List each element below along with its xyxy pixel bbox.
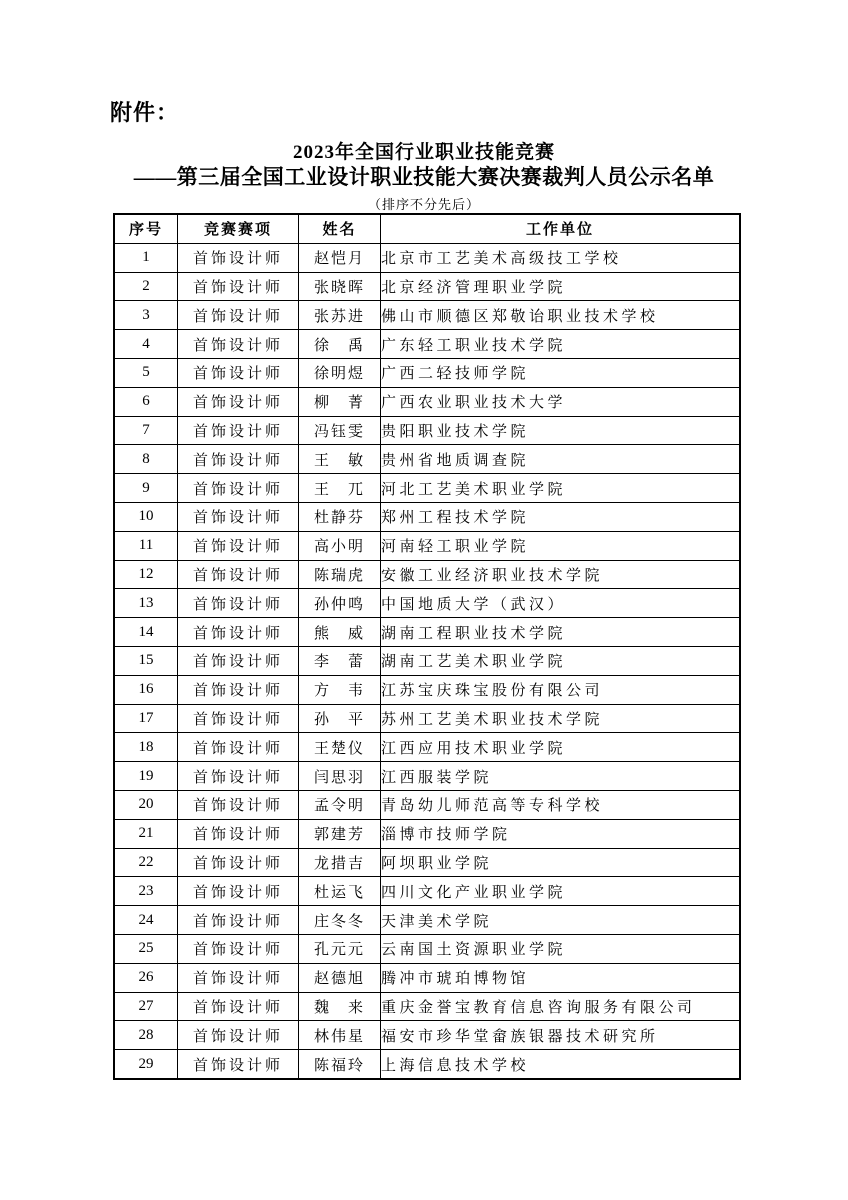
cell-unit: 广东轻工职业技术学院: [381, 330, 741, 359]
judges-table-header: [114, 214, 740, 243]
cell-name: 王楚仪: [299, 733, 381, 762]
cell-name: 陈瑞虎: [299, 560, 381, 589]
cell-unit: 福安市珍华堂畲族银器技术研究所: [381, 1021, 741, 1050]
cell-unit: 湖南工程职业技术学院: [381, 618, 741, 647]
table-row: [114, 733, 740, 762]
table-row: [114, 877, 740, 906]
header-no: 序号: [114, 214, 178, 243]
cell-event: 首饰设计师: [178, 646, 299, 675]
cell-name: 冯钰雯: [299, 416, 381, 445]
cell-no: 12: [114, 560, 178, 589]
cell-name: 孔元元: [299, 934, 381, 963]
cell-event: 首饰设计师: [178, 762, 299, 791]
cell-event: 首饰设计师: [178, 1021, 299, 1050]
cell-name: 徐 禹: [299, 330, 381, 359]
cell-no: 21: [114, 819, 178, 848]
table-row: [114, 301, 740, 330]
cell-event: 首饰设计师: [178, 733, 299, 762]
cell-name: 林伟星: [299, 1021, 381, 1050]
cell-event: 首饰设计师: [178, 848, 299, 877]
cell-unit: 青岛幼儿师范高等专科学校: [381, 790, 741, 819]
cell-event: 首饰设计师: [178, 819, 299, 848]
cell-event: 首饰设计师: [178, 963, 299, 992]
cell-unit: 广西农业职业技术大学: [381, 387, 741, 416]
table-row: [114, 618, 740, 647]
header-name: 姓名: [299, 214, 381, 243]
cell-unit: 河南轻工职业学院: [381, 531, 741, 560]
table-row: [114, 906, 740, 935]
cell-name: 孙 平: [299, 704, 381, 733]
cell-event: 首饰设计师: [178, 906, 299, 935]
cell-event: 首饰设计师: [178, 330, 299, 359]
cell-name: 王 敏: [299, 445, 381, 474]
table-row: [114, 531, 740, 560]
cell-event: 首饰设计师: [178, 243, 299, 272]
table-row: [114, 243, 740, 272]
table-row: [114, 589, 740, 618]
cell-no: 24: [114, 906, 178, 935]
table-row: [114, 502, 740, 531]
cell-name: 赵德旭: [299, 963, 381, 992]
cell-no: 23: [114, 877, 178, 906]
cell-no: 10: [114, 502, 178, 531]
table-row: [114, 675, 740, 704]
cell-name: 李 蕾: [299, 646, 381, 675]
cell-no: 20: [114, 790, 178, 819]
cell-no: 6: [114, 387, 178, 416]
cell-no: 25: [114, 934, 178, 963]
cell-event: 首饰设计师: [178, 358, 299, 387]
cell-name: 杜运飞: [299, 877, 381, 906]
table-row: [114, 646, 740, 675]
cell-name: 魏 来: [299, 992, 381, 1021]
table-row: [114, 790, 740, 819]
cell-unit: 阿坝职业学院: [381, 848, 741, 877]
cell-unit: 贵州省地质调查院: [381, 445, 741, 474]
header-event: 竞赛赛项: [178, 214, 299, 243]
table-row: [114, 704, 740, 733]
cell-name: 高小明: [299, 531, 381, 560]
cell-event: 首饰设计师: [178, 474, 299, 503]
table-row: [114, 1021, 740, 1050]
cell-no: 18: [114, 733, 178, 762]
cell-name: 龙措吉: [299, 848, 381, 877]
table-row: [114, 272, 740, 301]
table-row: [114, 992, 740, 1021]
table-row: [114, 387, 740, 416]
cell-event: 首饰设计师: [178, 272, 299, 301]
cell-name: 熊 威: [299, 618, 381, 647]
table-row: [114, 1050, 740, 1079]
cell-unit: 淄博市技师学院: [381, 819, 741, 848]
cell-unit: 苏州工艺美术职业技术学院: [381, 704, 741, 733]
cell-unit: 北京市工艺美术高级技工学校: [381, 243, 741, 272]
judges-table-body: [114, 243, 740, 1079]
table-row: [114, 963, 740, 992]
cell-no: 2: [114, 272, 178, 301]
table-row: [114, 358, 740, 387]
cell-no: 26: [114, 963, 178, 992]
cell-unit: 江西应用技术职业学院: [381, 733, 741, 762]
table-row: [114, 819, 740, 848]
cell-unit: 湖南工艺美术职业学院: [381, 646, 741, 675]
cell-name: 郭建芳: [299, 819, 381, 848]
cell-name: 王 兀: [299, 474, 381, 503]
cell-event: 首饰设计师: [178, 301, 299, 330]
header-unit: 工作单位: [381, 214, 741, 243]
cell-name: 张苏进: [299, 301, 381, 330]
cell-no: 15: [114, 646, 178, 675]
cell-unit: 贵阳职业技术学院: [381, 416, 741, 445]
sort-order-note: （排序不分先后）: [367, 197, 480, 212]
cell-name: 杜静芬: [299, 502, 381, 531]
cell-event: 首饰设计师: [178, 531, 299, 560]
cell-event: 首饰设计师: [178, 502, 299, 531]
cell-event: 首饰设计师: [178, 992, 299, 1021]
cell-event: 首饰设计师: [178, 934, 299, 963]
header-row: [114, 214, 740, 243]
cell-unit: 江西服装学院: [381, 762, 741, 791]
cell-name: 张晓晖: [299, 272, 381, 301]
cell-unit: 上海信息技术学校: [381, 1050, 741, 1079]
cell-no: 22: [114, 848, 178, 877]
cell-unit: 广西二轻技师学院: [381, 358, 741, 387]
table-row: [114, 762, 740, 791]
cell-no: 11: [114, 531, 178, 560]
cell-name: 赵恺月: [299, 243, 381, 272]
cell-name: 陈福玲: [299, 1050, 381, 1079]
cell-unit: 天津美术学院: [381, 906, 741, 935]
document-title-line2: ——第三届全国工业设计职业技能大赛决赛裁判人员公示名单: [133, 165, 715, 189]
cell-event: 首饰设计师: [178, 704, 299, 733]
cell-no: 17: [114, 704, 178, 733]
cell-name: 柳 菁: [299, 387, 381, 416]
cell-no: 1: [114, 243, 178, 272]
cell-unit: 重庆金誉宝教育信息咨询服务有限公司: [381, 992, 741, 1021]
document-title-line1: 2023年全国行业职业技能竞赛: [292, 142, 555, 163]
cell-unit: 河北工艺美术职业学院: [381, 474, 741, 503]
cell-no: 4: [114, 330, 178, 359]
cell-name: 孙仲鸣: [299, 589, 381, 618]
cell-name: 闫思羽: [299, 762, 381, 791]
cell-unit: 腾冲市琥珀博物馆: [381, 963, 741, 992]
cell-no: 8: [114, 445, 178, 474]
table-row: [114, 445, 740, 474]
cell-no: 13: [114, 589, 178, 618]
cell-unit: 江苏宝庆珠宝股份有限公司: [381, 675, 741, 704]
cell-unit: 云南国土资源职业学院: [381, 934, 741, 963]
cell-name: 徐明煜: [299, 358, 381, 387]
attachment-label: 附件：: [110, 100, 180, 125]
cell-event: 首饰设计师: [178, 416, 299, 445]
cell-name: 方 韦: [299, 675, 381, 704]
table-row: [114, 934, 740, 963]
table-row: [114, 416, 740, 445]
cell-no: 16: [114, 675, 178, 704]
cell-unit: 郑州工程技术学院: [381, 502, 741, 531]
cell-name: 孟令明: [299, 790, 381, 819]
cell-event: 首饰设计师: [178, 589, 299, 618]
cell-event: 首饰设计师: [178, 790, 299, 819]
judges-table: [113, 213, 741, 1080]
cell-no: 28: [114, 1021, 178, 1050]
cell-event: 首饰设计师: [178, 560, 299, 589]
cell-no: 5: [114, 358, 178, 387]
cell-no: 29: [114, 1050, 178, 1079]
cell-no: 27: [114, 992, 178, 1021]
cell-event: 首饰设计师: [178, 675, 299, 704]
cell-event: 首饰设计师: [178, 387, 299, 416]
table-row: [114, 848, 740, 877]
table-row: [114, 560, 740, 589]
cell-event: 首饰设计师: [178, 1050, 299, 1079]
cell-no: 9: [114, 474, 178, 503]
cell-unit: 中国地质大学（武汉）: [381, 589, 741, 618]
cell-event: 首饰设计师: [178, 618, 299, 647]
table-row: [114, 330, 740, 359]
table-row: [114, 474, 740, 503]
cell-no: 19: [114, 762, 178, 791]
cell-name: 庄冬冬: [299, 906, 381, 935]
cell-unit: 四川文化产业职业学院: [381, 877, 741, 906]
cell-unit: 佛山市顺德区郑敬诒职业技术学校: [381, 301, 741, 330]
cell-no: 7: [114, 416, 178, 445]
cell-unit: 安徽工业经济职业技术学院: [381, 560, 741, 589]
cell-no: 14: [114, 618, 178, 647]
cell-unit: 北京经济管理职业学院: [381, 272, 741, 301]
cell-event: 首饰设计师: [178, 877, 299, 906]
cell-event: 首饰设计师: [178, 445, 299, 474]
cell-no: 3: [114, 301, 178, 330]
